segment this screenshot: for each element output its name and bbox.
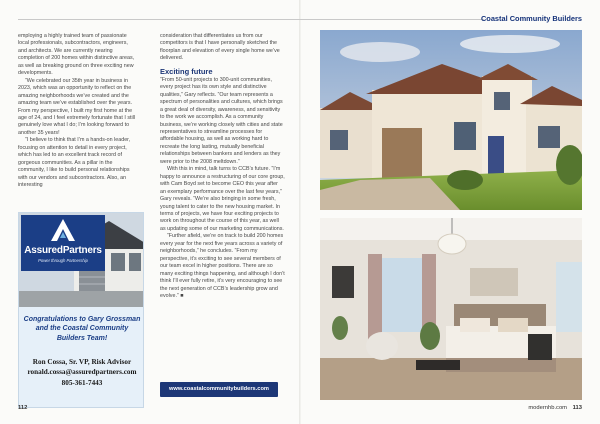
- paragraph: “Further afield, we’re on track to build 200 homes every year for the next five years across a variety of neighborhoods,” he concludes. “From my perspective, it’s exciting to see several members of our team excel in higher positions. There are so many exciting things happening, and although I don’t think I’ll ever fully retire, it’s very encouraging to see the next generation of CCB’s leadership grow and evolve.” ■: [160, 233, 285, 299]
- header-rule: [18, 19, 484, 20]
- middle-text-column: [160, 33, 285, 300]
- contact-name: Ron Cossa, Sr. VP, Risk Advisor: [32, 358, 132, 366]
- paragraph: employing a highly trained team of passionate local professionals, subcontractors, engineers, and architects. We are currently nearing completion of 200 homes within distinctive areas, as well as breaking ground on three exciting new developments.: [18, 33, 135, 77]
- exterior-house-photo: [320, 30, 582, 210]
- paragraph: “We celebrated our 35th year in business in 2023, which was an opportunity to reflect on the amazing neighborhoods we’ve created and the amazing team we’ve established over the years. From my perspective, I built my first home at the age of 24, and I feel extremely fortunate that I still genuinely love what I do; I’m looking forward to another 35 years!: [18, 77, 136, 136]
- paragraph: consideration that differentiates us from our competitors is that I have personally sketched the floorplan and elevation of every single home we’ve delivered.: [160, 33, 280, 62]
- page-fold: [299, 0, 301, 424]
- ad-contact-block: [21, 357, 143, 388]
- logo-a-icon: [50, 218, 76, 242]
- paragraph: With this in mind, talk turns to CCB’s future. “I’m happy to announce a restructuring of our core group, with Cam Boyd set to become CEO this year after an exemplary performance over the last few years,” Gary reveals. “We’re also bringing in some fresh, young talent to cater to the new housing market. In terms of projects, we have four exciting projects to work on throughout the course of this year, as well as updating some of our marketing communications.: [160, 166, 285, 232]
- contact-email[interactable]: ronald.cossa@assuredpartners.com: [27, 368, 137, 377]
- website-link[interactable]: www.coastalcommunitybuilders.com: [169, 386, 269, 392]
- footer-site[interactable]: modernhb.com: [528, 405, 568, 411]
- header-title: Coastal Community Builders: [480, 14, 582, 23]
- left-text-column: [18, 33, 138, 190]
- ad-house-photo: [19, 213, 144, 307]
- contact-phone[interactable]: 805-361-7443: [61, 378, 103, 387]
- paragraph: “From 50-unit projects to 300-unit communities, every project has its own style and distinctive qualities,” Gary reflects. “Our team represents a spectrum of personalities and cultures, which brings a great deal of diversity, awareness, and sensitivity to the work we accomplish. As a community business, we’re working closely with cities and state representatives to streamline processes for affordable housing, as well as working hard to recreate the long lasting, mutually beneficial relationships between bankers and lenders as they were prior to the 2008 meltdown.”: [160, 76, 283, 165]
- ad-congratulations: Congratulations to Gary Grossman and the Coastal Community Builders Team!: [23, 316, 141, 342]
- section-subhead: Exciting future: [160, 66, 213, 76]
- assured-partners-ad: [18, 212, 144, 408]
- logo-wordmark: AssuredPartners: [24, 245, 102, 256]
- assured-partners-logo: [21, 215, 105, 271]
- paragraph: “I believe to think that I’m a hands-on leader, focusing on attention to detail in every project, which has led to an excellent track record of gorgeous communities. As a pillar in the community, I like to build personal relationships with our vendors and subcontractors. Also, an interesting: [18, 137, 131, 189]
- page-number-left: 112: [18, 405, 28, 411]
- footer-right: [528, 405, 582, 411]
- bedroom-interior-photo: [320, 218, 582, 400]
- exterior-illustration: [320, 30, 582, 210]
- logo-tagline: Power through Partnership: [38, 258, 88, 263]
- page-number-right: 113: [572, 405, 582, 411]
- bedroom-illustration: [320, 218, 582, 400]
- website-bar[interactable]: [160, 382, 278, 397]
